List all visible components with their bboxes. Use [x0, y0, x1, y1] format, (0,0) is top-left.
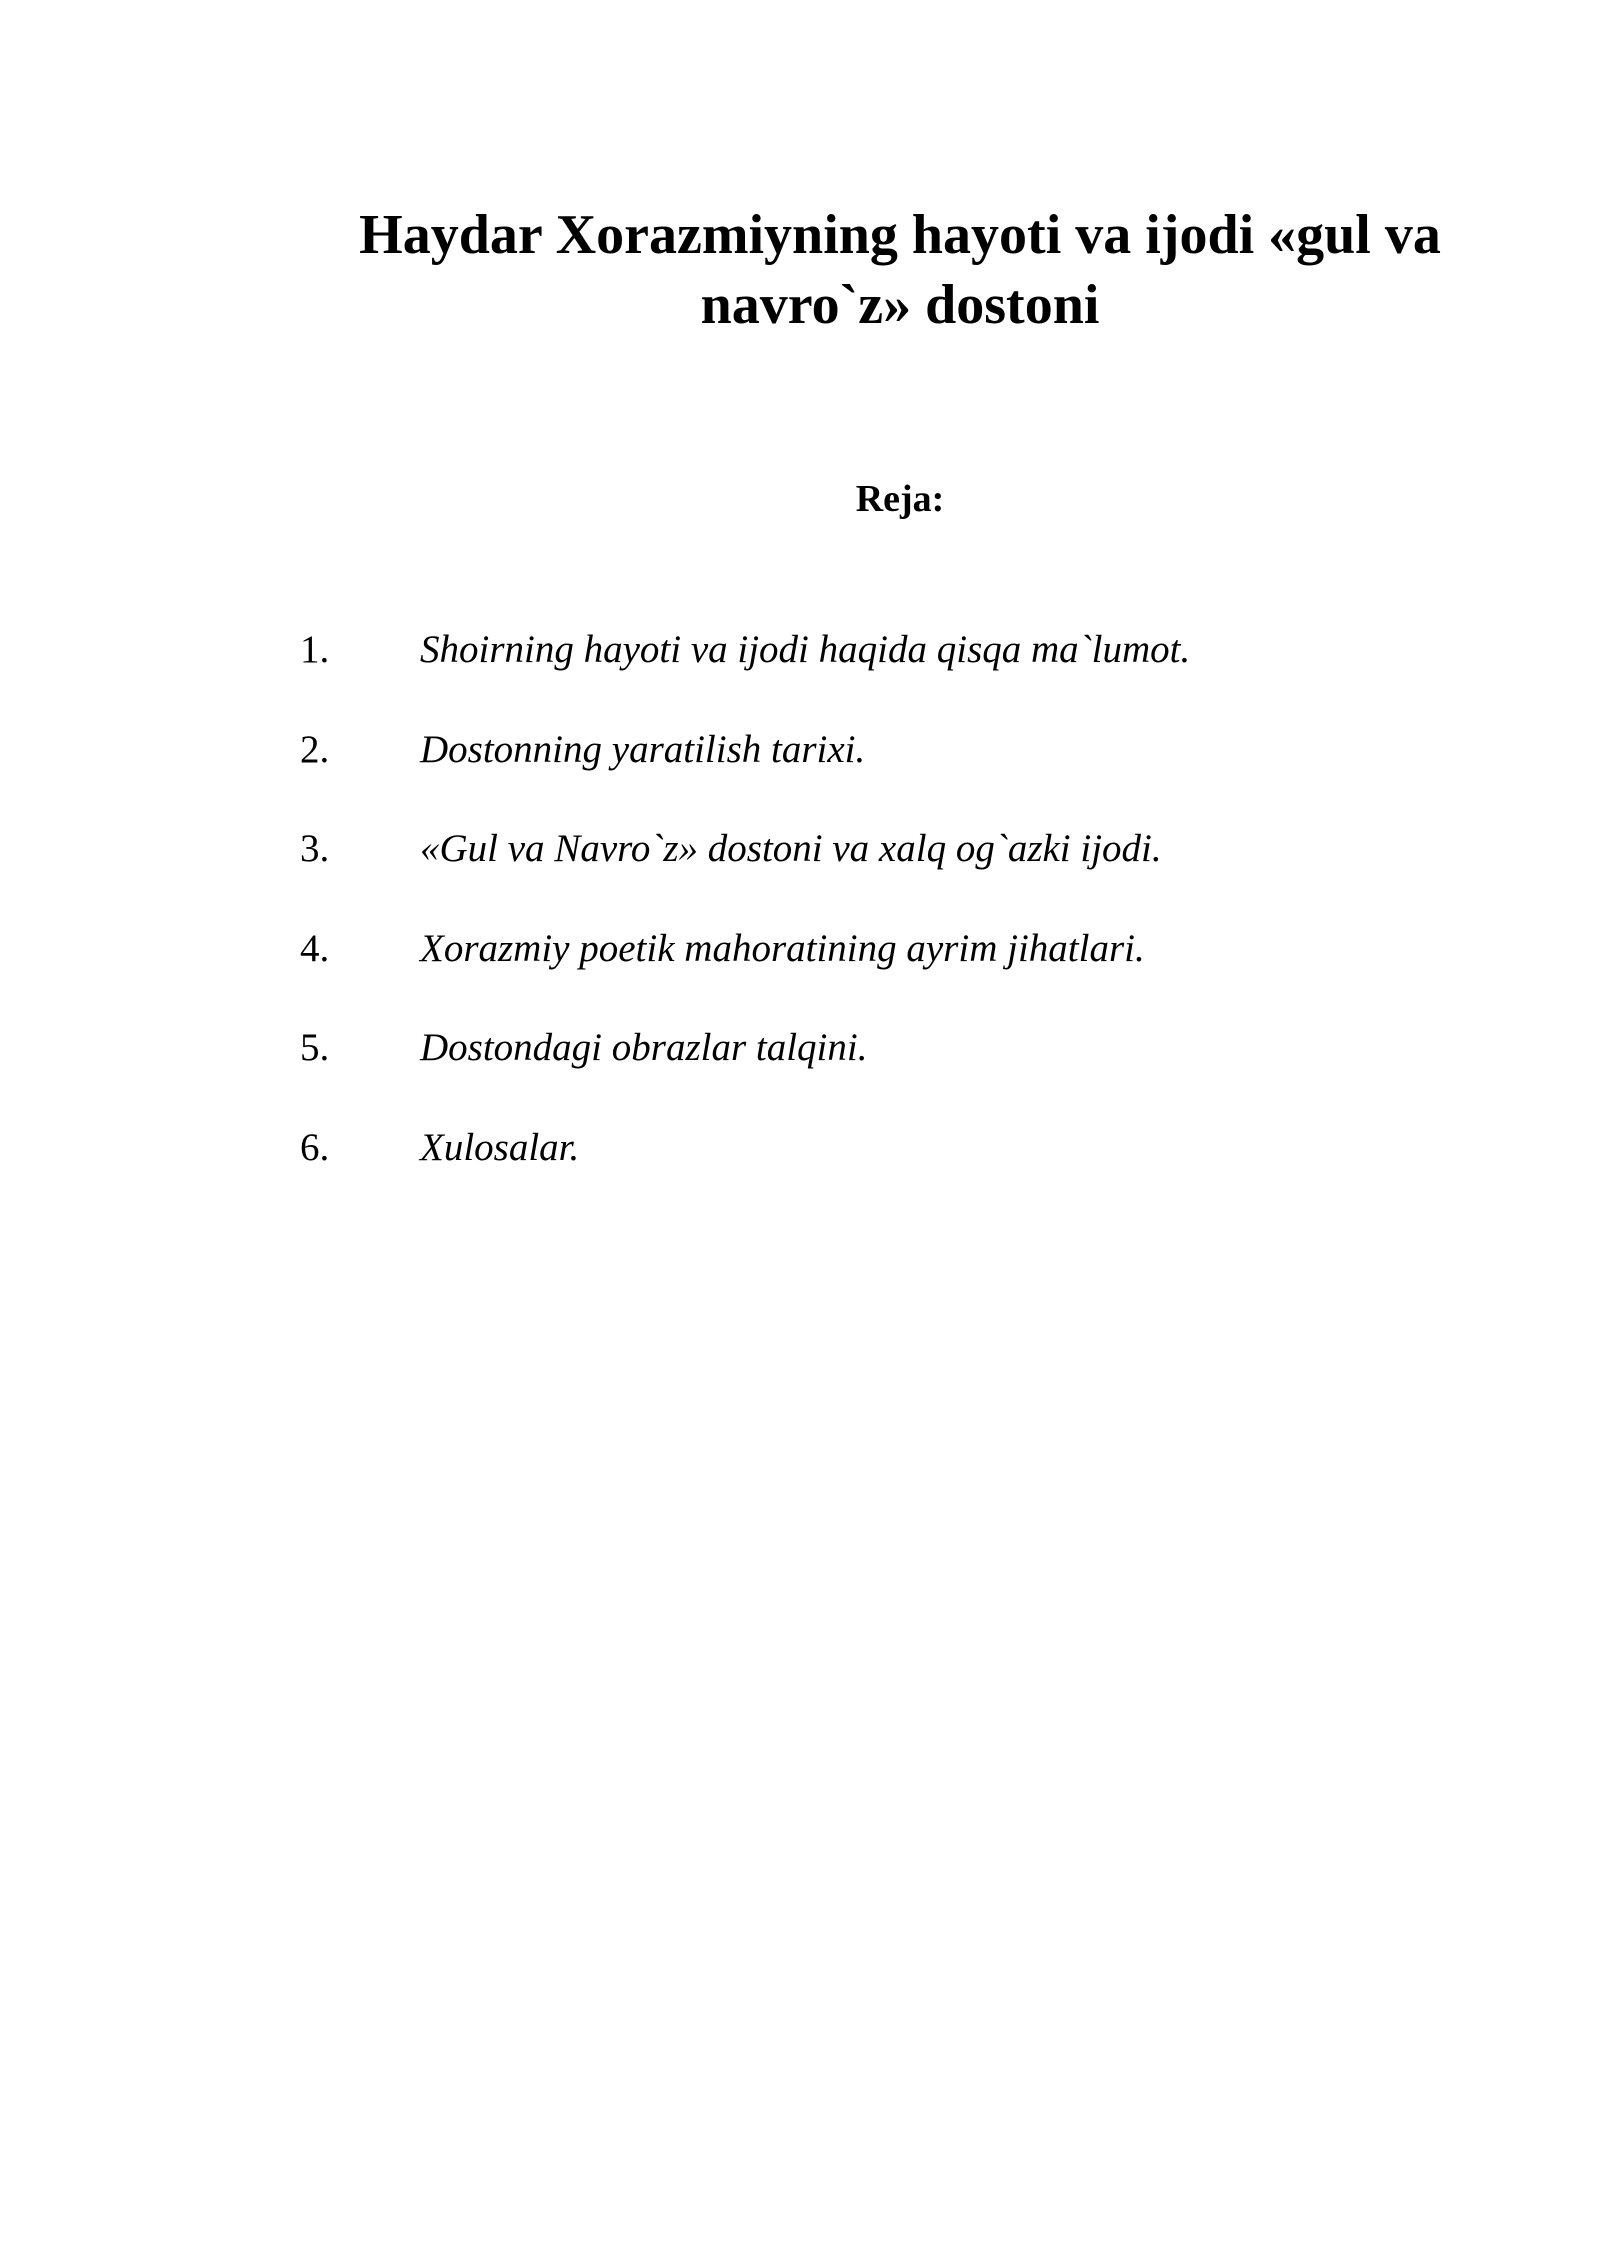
plan-item-3 — [300, 819, 1400, 919]
plan-item-6 — [300, 1118, 1400, 1218]
plan-item-number: 6. — [300, 1125, 330, 1169]
plan-item-text: Dostonning yaratilish tarixi. — [420, 727, 866, 771]
plan-item-text: «Gul va Navro`z» dostoni va xalq og`azki ijodi. — [420, 827, 1162, 870]
plan-item-number: 2. — [300, 727, 330, 771]
plan-list — [300, 620, 1400, 1217]
plan-item-number: 5. — [300, 1026, 330, 1069]
document-title — [300, 200, 1500, 340]
plan-item-number: 1. — [300, 628, 330, 671]
title-line-2: navro`z» dostoni — [700, 274, 1100, 336]
plan-item-text: Xorazmiy poetik mahoratining ayrim jihatlari. — [420, 926, 1145, 970]
plan-item-1 — [300, 620, 1400, 720]
plan-item-number: 3. — [300, 827, 330, 870]
plan-item-text: Xulosalar. — [420, 1125, 580, 1169]
plan-item-text: Shoirning hayoti va ijodi haqida qisqa ma`lumot. — [420, 628, 1191, 671]
plan-heading: Reja: — [855, 478, 945, 520]
title-line-1: Haydar Xorazmiyning hayoti va ijodi «gul va — [359, 204, 1441, 266]
plan-item-number: 4. — [300, 926, 330, 970]
plan-item-5 — [300, 1018, 1400, 1118]
plan-item-text: Dostondagi obrazlar talqini. — [420, 1026, 868, 1069]
plan-item-4 — [300, 919, 1400, 1019]
plan-item-2 — [300, 720, 1400, 820]
